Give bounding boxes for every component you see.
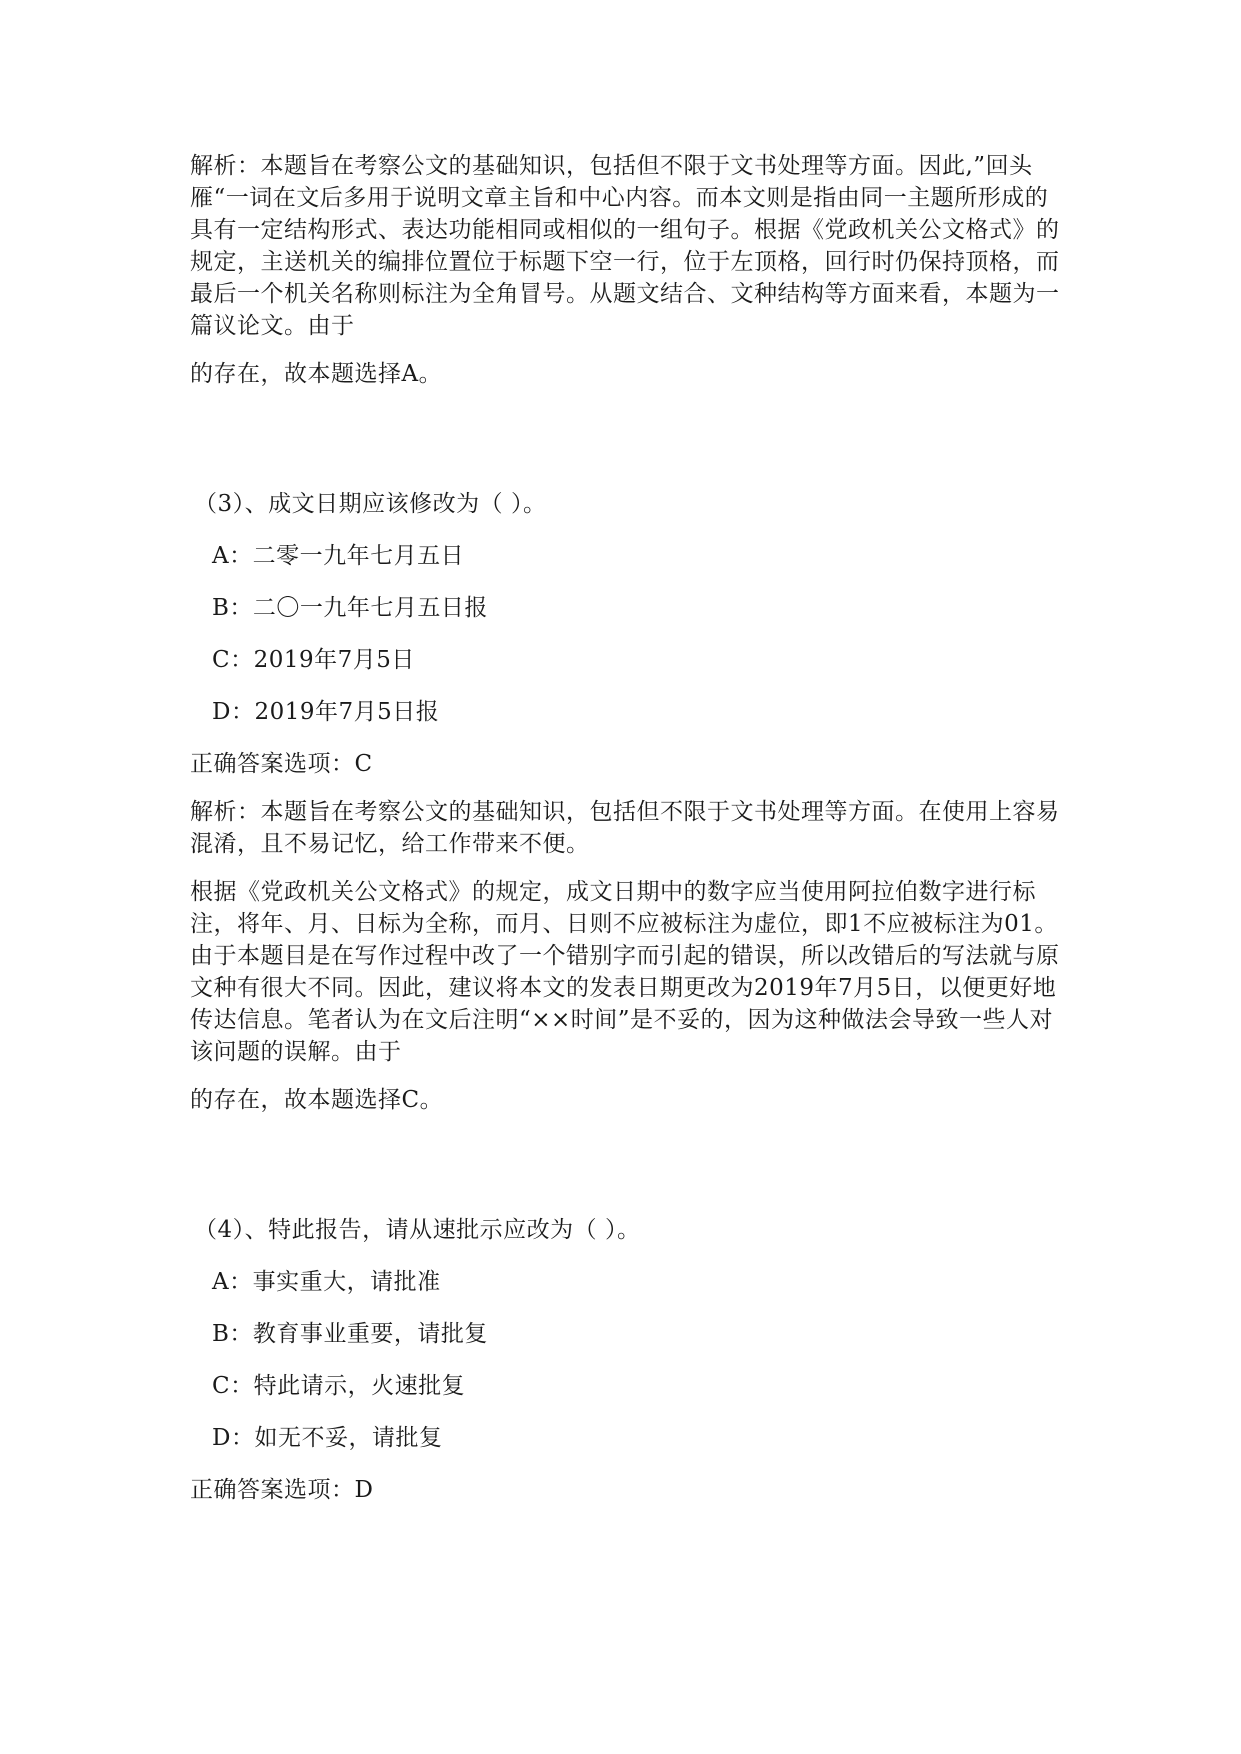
question-3-option-a: A：二零一九年七月五日 [212, 543, 465, 569]
question-3-option-d: D：2019年7月5日报 [212, 699, 440, 725]
question-3-title: （3）、成文日期应该修改为（ ）。 [194, 491, 547, 517]
question-3-option-c: C：2019年7月5日 [212, 647, 415, 673]
q2-conclusion: 的存在，故本题选择A。 [190, 361, 443, 387]
question-3-analysis-1: 解析：本题旨在考察公文的基础知识，包括但不限于文书处理等方面。在使用上容易混淆，且不易记忆，给工作带来不便。 [190, 799, 1060, 857]
section-gap [190, 390, 1060, 488]
question-3-option-b: B：二〇一九年七月五日报 [212, 595, 488, 621]
question-3-analysis-2: 根据《党政机关公文格式》的规定，成文日期中的数字应当使用阿拉伯数字进行标注，将年、月、日标为全称，而月、日则不应被标注为虚位，即1不应被标注为01。由于本题目是在写作过程中改了一个错别字而引起的错误，所以改错后的写法就与原文种有很大不同。因此，建议将本文的发表日期更改为2019年7月5日，以便更好地传达信息。笔者认为在文后注明“××时间”是不妥的，因为这种做法会导致一些人对该问题的误解。由于 [190, 879, 1060, 1065]
document-page [190, 150, 1060, 1522]
question-4-option-b: B：教育事业重要，请批复 [212, 1321, 488, 1347]
question-4-option-c: C：特此请示，火速批复 [212, 1373, 466, 1399]
question-3-conclusion: 的存在，故本题选择C。 [190, 1087, 444, 1113]
question-4-option-a: A：事实重大，请批准 [212, 1269, 441, 1295]
section-gap [190, 1116, 1060, 1214]
question-4-answer: 正确答案选项：D [190, 1477, 374, 1503]
question-4-title: （4）、特此报告，请从速批示应改为（ ）。 [194, 1217, 641, 1243]
q2-analysis: 解析：本题旨在考察公文的基础知识，包括但不限于文书处理等方面。因此,”回头雁“一词在文后多用于说明文章主旨和中心内容。而本文则是指由同一主题所形成的具有一定结构形式、表达功能相同或相似的一组句子。根据《党政机关公文格式》的规定，主送机关的编排位置位于标题下空一行，位于左顶格，回行时仍保持顶格，而最后一个机关名称则标注为全角冒号。从题文结合、文种结构等方面来看，本题为一篇议论文。由于 [190, 153, 1060, 339]
question-3-answer: 正确答案选项：C [190, 751, 373, 777]
question-4-option-d: D：如无不妥，请批复 [212, 1425, 443, 1451]
